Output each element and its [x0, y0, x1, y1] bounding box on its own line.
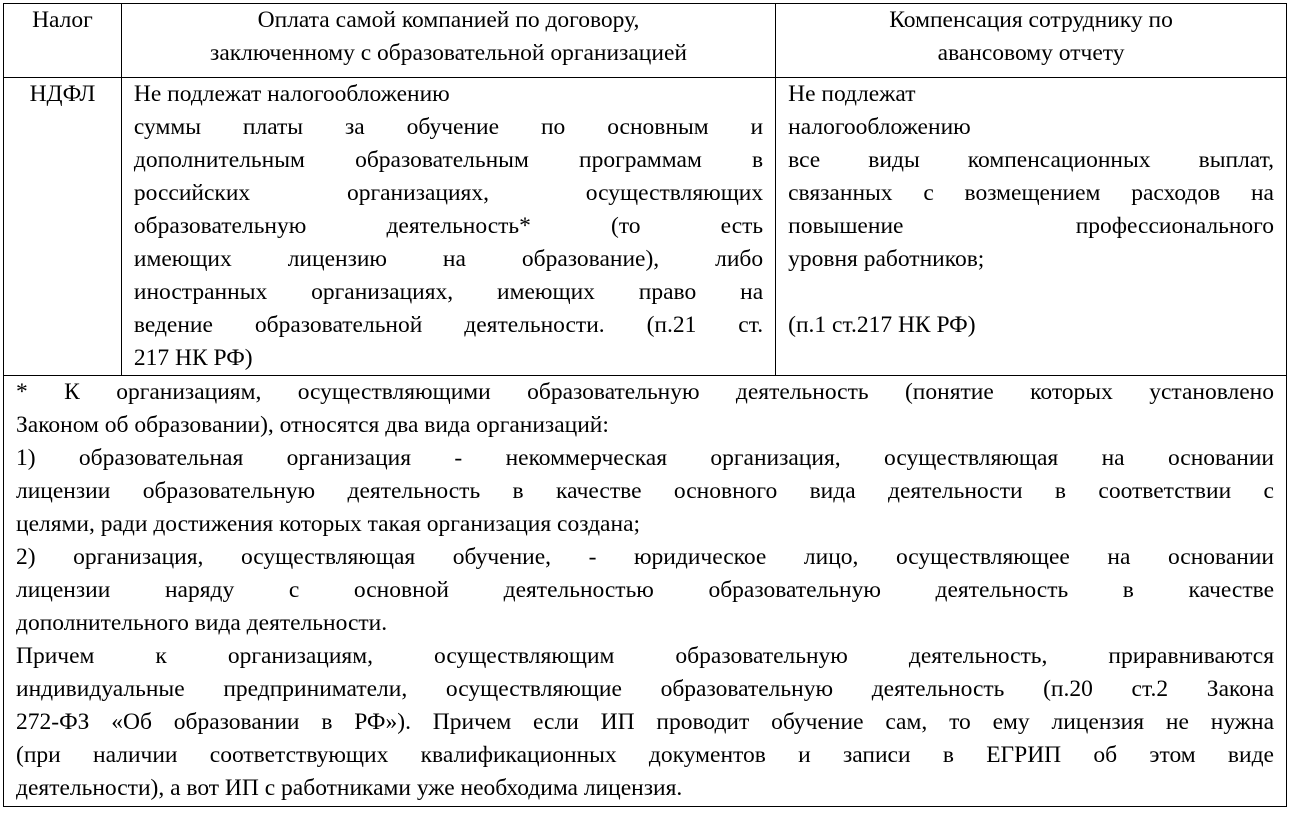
footnote-cell	[4, 376, 1287, 807]
company-text-line: Не подлежат налогообложению	[133, 81, 450, 107]
footnote-line: дополнительного вида деятельности.	[16, 610, 388, 636]
employee-text-line: связанных с возмещением расходов на	[788, 180, 1274, 206]
header-company-payment	[121, 4, 775, 78]
header-row	[4, 4, 1287, 78]
table-row	[4, 78, 1287, 376]
company-text-line: иностранных организациях, имеющих право на	[133, 279, 764, 305]
header-tax	[4, 4, 122, 78]
footnote-line: 1) образовательная организация - некоммерческая организация, осуществляющая на основании	[16, 445, 1274, 471]
company-text-line: дополнительным образовательным программам в	[133, 147, 764, 173]
footnote-line: лицензии наряду с основной деятельностью образовательную деятельность в качестве	[16, 577, 1274, 603]
header-company-line: заключенному с образовательной организацией	[210, 40, 687, 66]
company-text-line: 217 НК РФ)	[133, 345, 253, 371]
tax-table	[3, 3, 1287, 807]
footnote-line: 2) организация, осуществляющая обучение, - юридическое лицо, осуществляющее на основании	[16, 544, 1274, 570]
footnote-line: индивидуальные предприниматели, осуществляющие образовательную деятельность (п.20 ст.2 Закона	[16, 676, 1274, 702]
employee-text-gap	[788, 276, 1274, 309]
company-text-line: образовательную деятельность* (то есть	[133, 213, 764, 239]
employee-text-line: Не подлежат	[788, 81, 916, 107]
employee-text-line: (п.1 ст.217 НК РФ)	[788, 312, 976, 338]
company-text-line: суммы платы за обучение по основным и	[133, 114, 764, 140]
employee-text-line: все виды компенсационных выплат,	[788, 147, 1274, 173]
employee-text-line: повышение профессионального	[788, 213, 1274, 239]
footnote-row	[4, 376, 1287, 807]
header-employee-compensation	[776, 4, 1287, 78]
company-text-line: российских организациях, осуществляющих	[133, 180, 764, 206]
footnote-line: деятельности), а вот ИП с работниками уже необходима лицензия.	[16, 775, 683, 801]
document	[3, 3, 1287, 813]
employee-compensation-cell	[776, 78, 1287, 376]
footnote-line: целями, ради достижения которых такая организация создана;	[16, 511, 641, 537]
header-employee-line: Компенсация сотруднику по	[889, 7, 1173, 33]
header-company-line: Оплата самой компанией по договору,	[257, 7, 640, 33]
header-tax-text: Налог	[32, 7, 93, 33]
footnote-line: Законом об образовании), относятся два вида организаций:	[16, 412, 609, 438]
footnote-line: лицензии образовательную деятельность в качестве основного вида деятельности в соответствии с	[16, 478, 1274, 504]
employee-text-line: налогообложению	[788, 114, 971, 140]
footnote-line: 272-ФЗ «Об образовании в РФ»). Причем если ИП проводит обучение сам, то ему лицензия не нужна	[16, 709, 1274, 735]
footnote-line: (при наличии соответствующих квалификационных документов и записи в ЕГРИП об этом виде	[16, 742, 1274, 768]
tax-name-cell	[4, 78, 122, 376]
footnote-line: * К организациям, осуществляющими образовательную деятельность (понятие которых установлено	[16, 379, 1274, 405]
tax-name: НДФЛ	[29, 81, 96, 107]
employee-text-line: уровня работников;	[788, 246, 985, 272]
company-text-line: ведение образовательной деятельности. (п.21 ст.	[133, 312, 764, 338]
company-text-line: имеющих лицензию на образование), либо	[133, 246, 764, 272]
footnote-line: Причем к организациям, осуществляющим образовательную деятельность, приравниваются	[16, 643, 1274, 669]
header-employee-line: авансовому отчету	[937, 40, 1125, 66]
company-payment-cell	[121, 78, 775, 376]
